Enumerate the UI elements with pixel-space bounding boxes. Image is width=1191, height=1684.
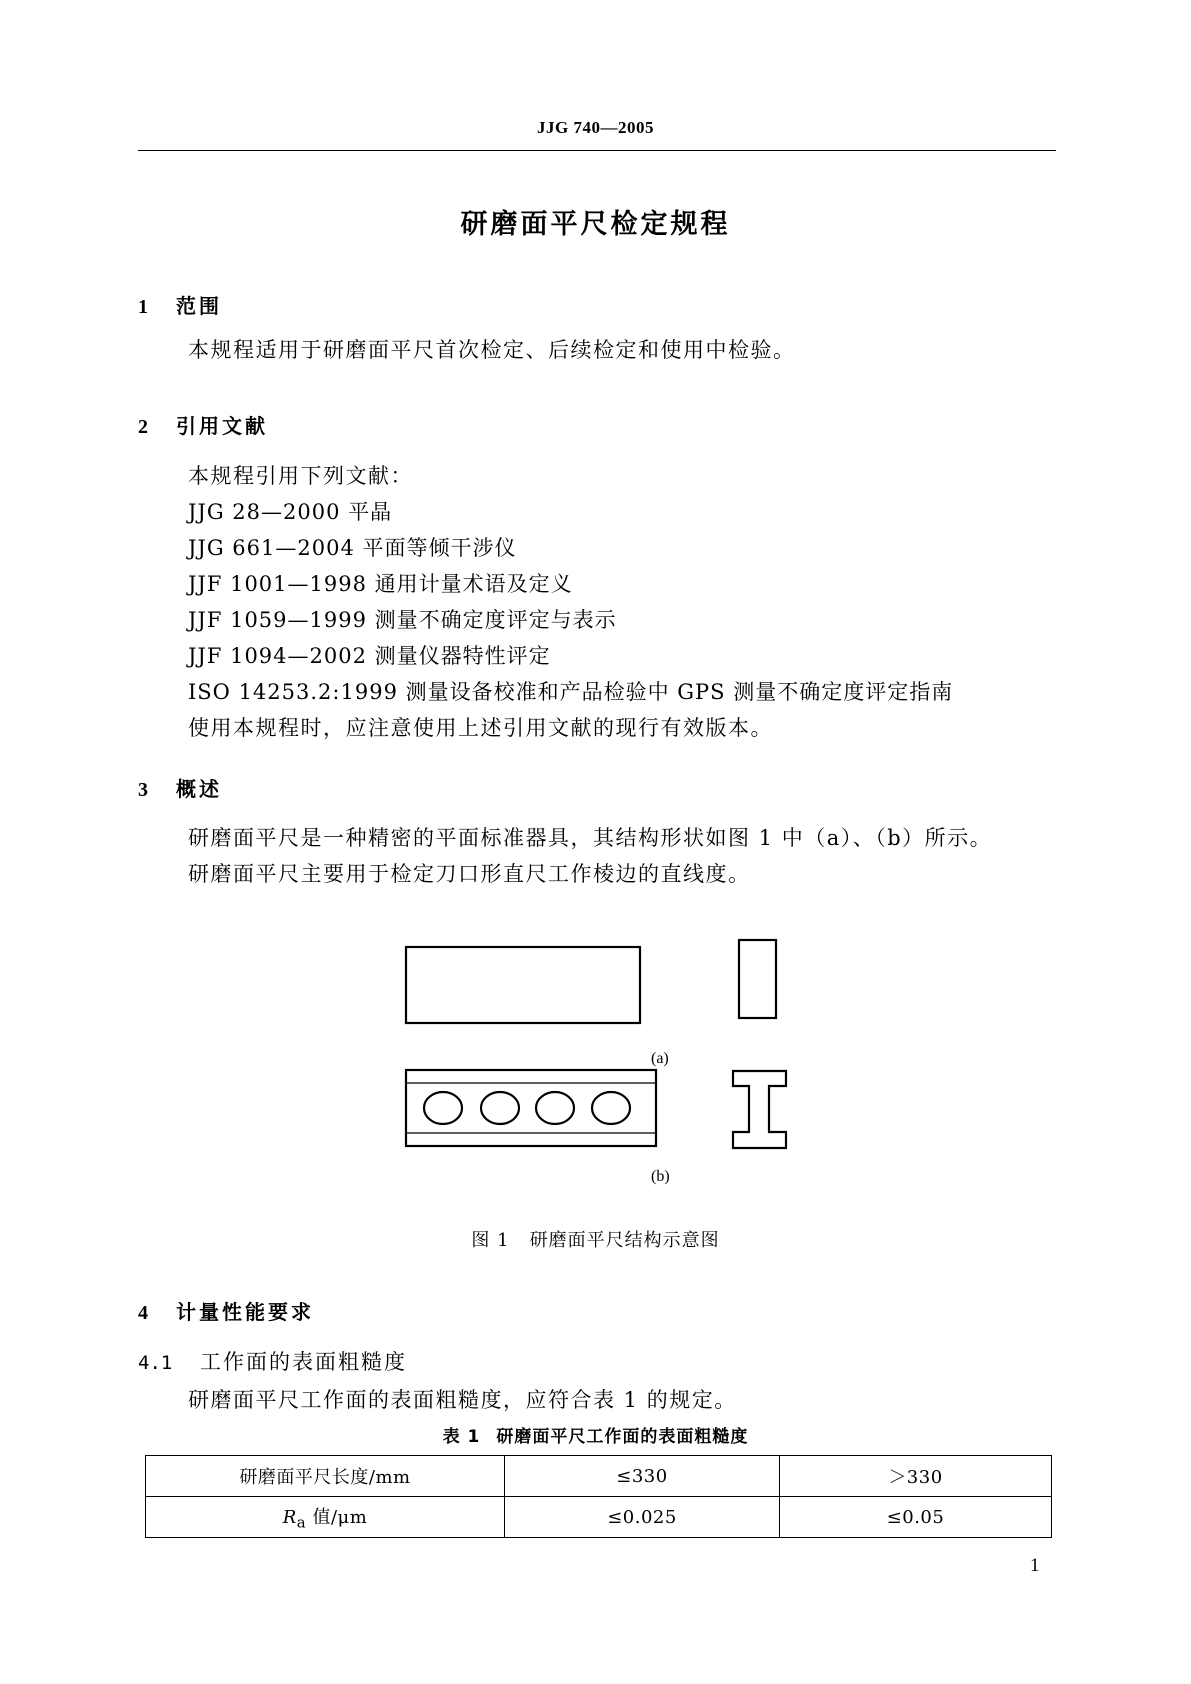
- roughness-paragraph: 研磨面平尺工作面的表面粗糙度，应符合表 1 的规定。: [188, 1388, 737, 1412]
- reference-item: JJG 661—2004 平面等倾干涉仪: [188, 536, 517, 560]
- references-list: [188, 494, 953, 710]
- figure-1-drawing: [0, 930, 1191, 1200]
- ruler-b-section-view: [733, 1071, 786, 1148]
- figure-caption: [0, 1226, 1191, 1252]
- subsection-title: 工作面的表面粗糙度: [200, 1350, 407, 1374]
- reference-item: JJG 28—2000 平晶: [188, 500, 393, 524]
- overview-line-2: 研磨面平尺主要用于检定刀口形直尺工作棱边的直线度。: [188, 862, 751, 886]
- table-number: 表 1: [442, 1427, 481, 1447]
- overview-line-1: 研磨面平尺是一种精密的平面标准器具，其结构形状如图 1 中（a）、（b）所示。: [188, 826, 993, 850]
- figure-label-b: (b): [651, 1168, 670, 1185]
- section-number: 4: [138, 1302, 148, 1324]
- section-2-heading: [138, 410, 268, 439]
- table-1-title: [0, 1422, 1191, 1447]
- hole-4: [592, 1092, 630, 1124]
- table-cell-ra-gt330: ≤0.05: [780, 1497, 1052, 1538]
- table-row: [146, 1497, 1052, 1538]
- figure-label-a: (a): [651, 1050, 669, 1067]
- header-rule: [138, 150, 1056, 151]
- reference-item: JJF 1001—1998 通用计量术语及定义: [188, 572, 573, 596]
- subsection-4-1-heading: [138, 1346, 407, 1376]
- section-title: 概述: [176, 777, 222, 801]
- ruler-a-front-view: [406, 947, 640, 1023]
- table-cell-length-gt330: ＞330: [780, 1456, 1052, 1497]
- reference-item: JJF 1059—1999 测量不确定度评定与表示: [188, 608, 617, 632]
- ra-subscript: a: [296, 1513, 307, 1532]
- references-intro: 本规程引用下列文献：: [188, 464, 413, 488]
- table-cell-length-label: 研磨面平尺长度/mm: [146, 1456, 505, 1497]
- section-3-heading: [138, 773, 222, 802]
- section-title: 计量性能要求: [176, 1300, 314, 1324]
- running-header: JJG 740—2005: [537, 118, 654, 137]
- roughness-table: [145, 1455, 1052, 1538]
- page-number: 1: [1030, 1555, 1040, 1576]
- scope-paragraph: 本规程适用于研磨面平尺首次检定、后续检定和使用中检验。: [188, 338, 796, 362]
- table-title-text: 研磨面平尺工作面的表面粗糙度: [496, 1427, 749, 1447]
- section-4-heading: [138, 1296, 314, 1325]
- subsection-number: 4.1: [138, 1352, 173, 1374]
- section-title: 范围: [176, 294, 222, 318]
- table-cell-length-le330: ≤330: [505, 1456, 780, 1497]
- section-number: 1: [138, 296, 148, 318]
- hole-2: [481, 1092, 519, 1124]
- document-title: 研磨面平尺检定规程: [460, 209, 731, 240]
- table-cell-ra-le330: ≤0.025: [505, 1497, 780, 1538]
- ra-symbol: R: [282, 1506, 297, 1528]
- hole-3: [536, 1092, 574, 1124]
- hole-1: [424, 1092, 462, 1124]
- figure-caption-text: 研磨面平尺结构示意图: [529, 1230, 720, 1251]
- ra-label-rest: 值/μm: [306, 1506, 368, 1528]
- section-number: 3: [138, 779, 148, 801]
- references-note: 使用本规程时，应注意使用上述引用文献的现行有效版本。: [188, 716, 773, 740]
- figure-number: 图 1: [471, 1230, 510, 1251]
- section-number: 2: [138, 416, 148, 438]
- table-cell-ra-label: [146, 1497, 505, 1538]
- reference-item: ISO 14253.2:1999 测量设备校准和产品检验中 GPS 测量不确定度评定指南: [188, 680, 954, 704]
- section-1-heading: [138, 290, 222, 319]
- section-title: 引用文献: [176, 414, 268, 438]
- ruler-b-front-view: [406, 1070, 656, 1146]
- reference-item: JJF 1094—2002 测量仪器特性评定: [188, 644, 551, 668]
- ruler-a-section-view: [739, 940, 776, 1018]
- table-row: [146, 1456, 1052, 1497]
- figure-1: [0, 930, 1191, 1200]
